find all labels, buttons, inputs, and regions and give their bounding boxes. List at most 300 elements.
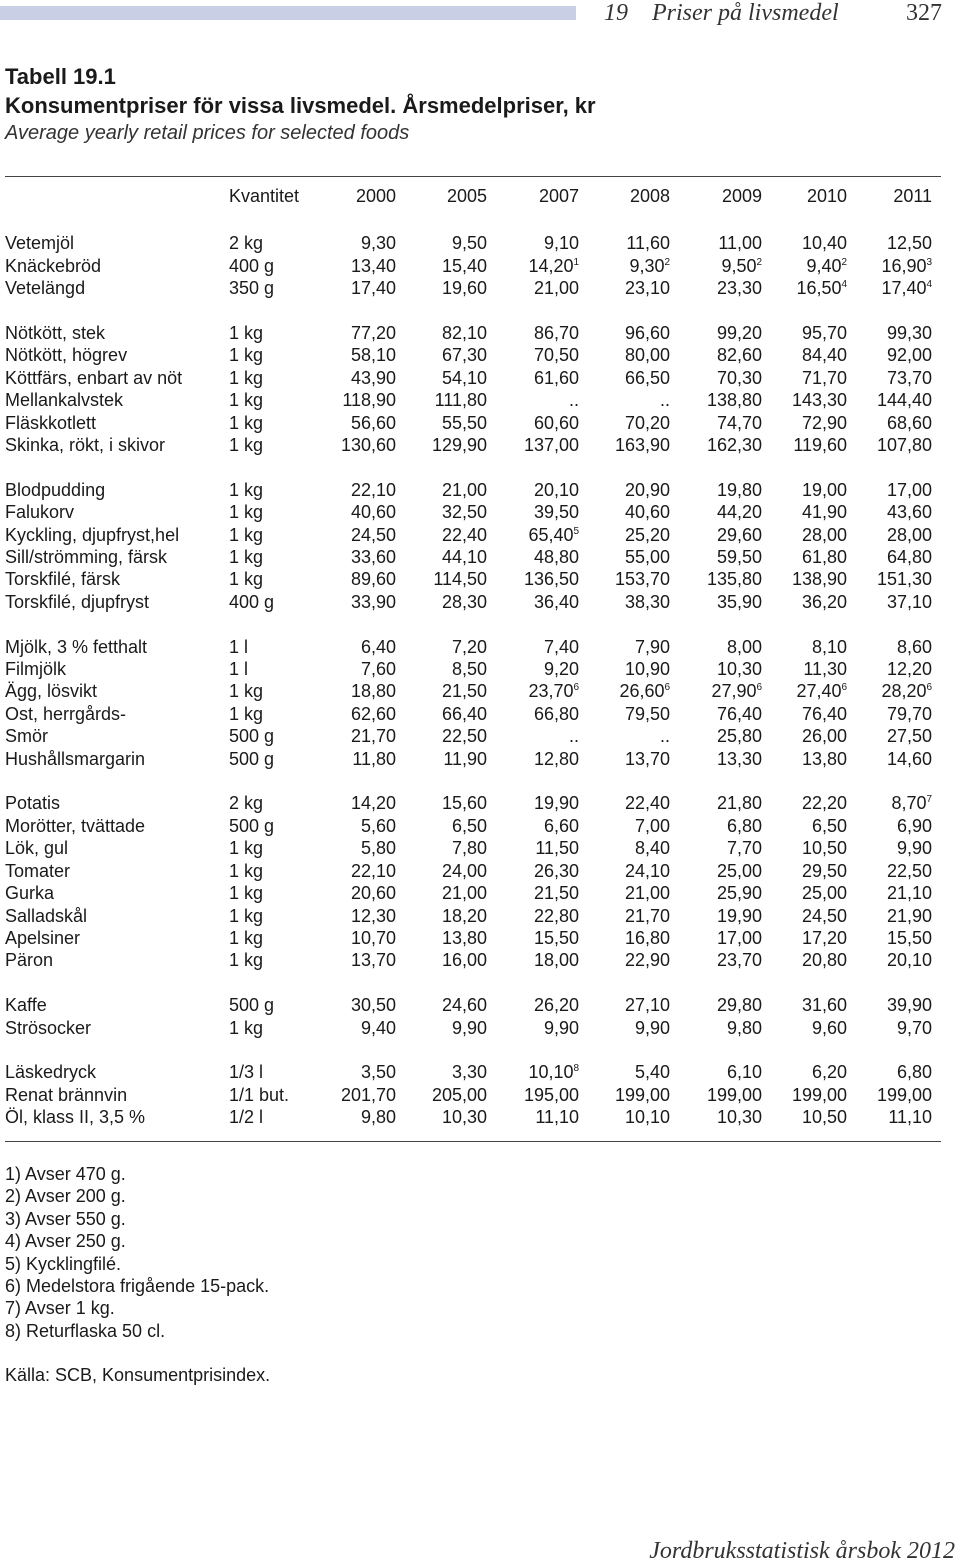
price-cell <box>487 434 579 456</box>
price-value: 12,80 <box>534 748 580 769</box>
item-name-cell: Renat brännvin <box>5 1084 128 1105</box>
price-cell <box>299 255 396 277</box>
item-name-cell: Nötkött, stek <box>5 323 106 343</box>
price-cell <box>579 546 670 568</box>
price-value: 7,40 <box>544 636 580 657</box>
price-cell <box>670 748 762 770</box>
price-value: 21,00 <box>534 278 580 299</box>
price-value: 19,60 <box>442 278 488 299</box>
price-value: 22,90 <box>625 950 671 971</box>
item-name-cell: Lök, gul <box>5 838 69 859</box>
price-value: 18,80 <box>351 681 397 702</box>
price-value: 199,00 <box>706 1084 763 1105</box>
price-cell <box>579 636 670 658</box>
price-cell <box>396 815 487 837</box>
price-cell <box>487 322 579 344</box>
footnote: 7) Avser 1 kg. <box>5 1298 115 1319</box>
price-value: 70,50 <box>534 345 580 366</box>
footnote-marker: 2 <box>756 256 763 268</box>
price-value: 11,10 <box>535 1107 580 1128</box>
price-value: 22,40 <box>442 524 488 545</box>
table-row <box>5 591 932 613</box>
price-value: 6,80 <box>897 1062 933 1083</box>
price-cell <box>762 949 847 971</box>
price-value: 25,80 <box>717 726 763 747</box>
table-row <box>5 501 932 523</box>
price-cell <box>487 748 579 770</box>
price-value: 9,90 <box>635 1017 671 1038</box>
price-value: 66,50 <box>625 367 671 388</box>
price-cell <box>670 1084 762 1106</box>
table-row <box>5 434 932 456</box>
price-value: 153,70 <box>614 569 671 590</box>
price-value: 76,40 <box>802 703 848 724</box>
price-value: 9,90 <box>544 1017 580 1038</box>
price-cell <box>579 860 670 882</box>
price-cell <box>670 1061 762 1083</box>
price-value: 70,20 <box>625 412 671 433</box>
price-value: 26,60 <box>619 681 665 702</box>
price-value: 17,00 <box>887 479 933 500</box>
table-row <box>5 1084 932 1106</box>
price-cell <box>299 636 396 658</box>
price-cell <box>762 1017 847 1039</box>
price-cell <box>396 1017 487 1039</box>
table-row <box>5 860 932 882</box>
price-value: 28,00 <box>887 524 933 545</box>
price-value: 7,90 <box>635 636 671 657</box>
price-cell <box>670 949 762 971</box>
price-cell <box>396 949 487 971</box>
price-cell <box>762 1106 847 1128</box>
price-value: 67,30 <box>442 345 488 366</box>
item-name-cell: Skinka, rökt, i skivor <box>5 435 166 456</box>
price-value: 9,80 <box>361 1107 397 1128</box>
price-cell <box>762 658 847 680</box>
price-value: 27,90 <box>711 681 757 702</box>
price-cell <box>299 860 396 882</box>
price-value: 15,50 <box>887 927 933 948</box>
footnote-marker: 6 <box>926 682 933 694</box>
price-cell <box>670 905 762 927</box>
item-name-cell: Hushållsmargarin <box>5 748 146 769</box>
price-cell <box>299 882 396 904</box>
price-value: 11,00 <box>718 233 763 254</box>
price-cell <box>762 322 847 344</box>
quantity-cell: 1 kg <box>229 860 264 881</box>
quantity-cell: 1 kg <box>229 838 264 859</box>
price-value: .. <box>660 726 671 747</box>
price-cell <box>396 1084 487 1106</box>
price-cell <box>487 389 579 411</box>
price-value: 6,50 <box>812 815 848 836</box>
price-cell <box>487 232 579 254</box>
price-value: 9,20 <box>544 659 580 680</box>
price-value: 9,90 <box>452 1017 488 1038</box>
price-cell <box>299 748 396 770</box>
item-name-cell: Läskedryck <box>5 1062 97 1083</box>
price-value: 5,40 <box>635 1062 671 1083</box>
quantity-cell: 400 g <box>229 255 275 276</box>
price-value: 10,50 <box>802 1107 848 1128</box>
item-name-cell: Fläskkotlett <box>5 412 97 433</box>
price-cell <box>670 725 762 747</box>
price-value: 8,00 <box>727 636 763 657</box>
spacer-cell <box>5 300 932 322</box>
quantity-cell: 1 kg <box>229 547 264 568</box>
price-value: 21,80 <box>717 793 763 814</box>
price-cell <box>670 636 762 658</box>
price-cell <box>762 367 847 389</box>
price-cell <box>847 389 932 411</box>
price-cell <box>762 860 847 882</box>
price-cell <box>396 680 487 702</box>
price-cell <box>487 860 579 882</box>
price-value: 32,50 <box>442 502 488 523</box>
price-value: 9,10 <box>544 233 580 254</box>
price-cell <box>396 322 487 344</box>
price-cell <box>299 1084 396 1106</box>
item-name-cell: Ost, herrgårds- <box>5 703 127 724</box>
price-cell <box>396 882 487 904</box>
price-value: 9,60 <box>812 1017 848 1038</box>
price-value: 14,20 <box>351 793 397 814</box>
price-cell <box>487 882 579 904</box>
item-name-cell: Tomater <box>5 860 71 881</box>
price-cell <box>396 232 487 254</box>
price-value: 95,70 <box>802 323 848 343</box>
price-cell <box>396 546 487 568</box>
price-cell <box>670 860 762 882</box>
price-value: 43,90 <box>351 367 397 388</box>
price-cell <box>762 412 847 434</box>
price-value: 6,80 <box>727 815 763 836</box>
quantity-cell: 2 kg <box>229 233 264 254</box>
price-value: 62,60 <box>351 703 397 724</box>
price-cell <box>396 725 487 747</box>
price-cell <box>579 658 670 680</box>
price-value: 29,50 <box>802 860 848 881</box>
price-cell <box>487 815 579 837</box>
price-cell <box>670 412 762 434</box>
table-row <box>5 568 932 590</box>
price-value: 10,30 <box>442 1107 488 1128</box>
price-value: 9,50 <box>452 233 488 254</box>
price-value: 138,90 <box>791 569 848 590</box>
footnote-marker: 4 <box>926 279 933 291</box>
item-name-cell: Morötter, tvättade <box>5 815 146 836</box>
price-cell <box>670 792 762 814</box>
quantity-cell: 1/3 l <box>229 1062 264 1083</box>
price-value: 22,20 <box>802 793 848 814</box>
item-name-cell: Knäckebröd <box>5 255 102 276</box>
price-value: 6,20 <box>812 1062 848 1083</box>
price-cell <box>487 680 579 702</box>
table-title: Konsumentpriser för vissa livsmedel. Årsmedelpriser, kr <box>5 93 596 118</box>
price-value: 11,80 <box>352 748 397 769</box>
price-cell <box>396 658 487 680</box>
price-cell <box>487 591 579 613</box>
quantity-cell: 1 kg <box>229 905 264 926</box>
quantity-cell: 1 kg <box>229 345 264 366</box>
price-value: 22,80 <box>534 905 580 926</box>
price-cell <box>396 860 487 882</box>
price-value: 82,60 <box>717 345 763 366</box>
price-cell <box>847 277 932 299</box>
price-value: 99,30 <box>887 323 933 343</box>
footnote: 3) Avser 550 g. <box>5 1208 126 1229</box>
price-cell <box>847 994 932 1016</box>
price-value: 130,60 <box>340 435 397 456</box>
price-value: 22,50 <box>887 860 933 881</box>
price-value: 56,60 <box>351 412 397 433</box>
price-cell <box>299 815 396 837</box>
price-cell <box>579 748 670 770</box>
price-cell <box>579 1106 670 1128</box>
price-cell <box>299 277 396 299</box>
price-value: 31,60 <box>802 995 848 1016</box>
table-row <box>5 367 932 389</box>
price-value: 26,20 <box>534 995 580 1016</box>
price-cell <box>670 389 762 411</box>
price-cell <box>487 1061 579 1083</box>
price-value: 21,50 <box>534 883 580 904</box>
column-header-quantity: Kvantitet <box>229 186 300 206</box>
price-value: 14,20 <box>528 255 574 276</box>
price-cell <box>299 703 396 725</box>
footnote-marker: 2 <box>841 256 848 268</box>
price-value: 55,00 <box>625 547 671 568</box>
price-cell <box>299 524 396 546</box>
price-value: 39,90 <box>887 995 933 1016</box>
table-row <box>5 949 932 971</box>
price-cell <box>579 1017 670 1039</box>
price-value: 89,60 <box>351 569 397 590</box>
spacer-cell <box>5 456 932 478</box>
item-name-cell: Smör <box>5 726 49 747</box>
table-row <box>5 524 932 546</box>
footnote: 6) Medelstora frigående 15-pack. <box>5 1275 270 1296</box>
price-value: 12,30 <box>351 905 397 926</box>
price-cell <box>579 412 670 434</box>
price-cell <box>487 568 579 590</box>
price-cell <box>670 658 762 680</box>
price-value: 22,50 <box>442 726 488 747</box>
price-value: 29,80 <box>717 995 763 1016</box>
price-cell <box>762 636 847 658</box>
footnote-marker: 2 <box>664 256 671 268</box>
price-cell <box>847 322 932 344</box>
price-cell <box>670 434 762 456</box>
price-value: 16,50 <box>796 278 842 299</box>
table-body <box>5 210 932 1129</box>
quantity-cell: 1 kg <box>229 502 264 523</box>
price-value: 61,60 <box>534 367 580 388</box>
price-value: 21,00 <box>442 883 488 904</box>
table-row <box>5 1017 932 1039</box>
price-cell <box>579 882 670 904</box>
price-cell <box>299 658 396 680</box>
quantity-cell: 500 g <box>229 726 275 747</box>
price-value: 60,60 <box>534 412 580 433</box>
column-header-year: 2010 <box>807 186 848 206</box>
price-value: 25,00 <box>717 860 763 881</box>
price-value: 8,60 <box>897 636 933 657</box>
quantity-cell: 1 kg <box>229 569 264 590</box>
price-value: 21,10 <box>887 883 933 904</box>
price-value: 23,70 <box>717 950 763 971</box>
price-cell <box>762 725 847 747</box>
price-value: 22,10 <box>351 479 397 500</box>
price-cell <box>762 255 847 277</box>
price-value: 14,60 <box>887 748 933 769</box>
price-cell <box>762 994 847 1016</box>
price-value: 36,40 <box>534 591 580 612</box>
price-cell <box>299 905 396 927</box>
price-cell <box>299 322 396 344</box>
price-cell <box>579 501 670 523</box>
price-value: 25,20 <box>625 524 671 545</box>
price-cell <box>579 367 670 389</box>
price-value: 25,00 <box>802 883 848 904</box>
price-value: 5,60 <box>361 815 397 836</box>
price-value: 80,00 <box>625 345 671 366</box>
price-value: 19,80 <box>717 479 763 500</box>
price-cell <box>762 927 847 949</box>
price-cell <box>847 434 932 456</box>
price-cell <box>670 501 762 523</box>
table-row <box>5 479 932 501</box>
price-value: 11,60 <box>626 233 671 254</box>
item-name-cell: Mellankalvstek <box>5 390 124 411</box>
price-cell <box>579 680 670 702</box>
price-value: 13,40 <box>351 255 397 276</box>
price-value: .. <box>569 390 580 411</box>
price-cell <box>487 479 579 501</box>
price-cell <box>847 680 932 702</box>
spacer-cell <box>5 210 932 232</box>
footnote: 1) Avser 470 g. <box>5 1164 126 1184</box>
price-value: 19,90 <box>717 905 763 926</box>
table-row <box>5 994 932 1016</box>
price-value: 22,40 <box>625 793 671 814</box>
item-name-cell: Salladskål <box>5 905 88 926</box>
header-color-bar <box>0 6 576 20</box>
table-row <box>5 905 932 927</box>
item-name-cell: Kyckling, djupfryst,hel <box>5 524 180 545</box>
table-row <box>5 837 932 859</box>
price-cell <box>847 1061 932 1083</box>
quantity-cell: 500 g <box>229 815 275 836</box>
price-cell <box>762 501 847 523</box>
price-value: 59,50 <box>717 547 763 568</box>
price-cell <box>847 792 932 814</box>
price-cell <box>487 277 579 299</box>
price-cell <box>579 322 670 344</box>
price-cell <box>299 1017 396 1039</box>
price-value: 10,10 <box>625 1107 671 1128</box>
price-value: 27,40 <box>796 681 842 702</box>
price-value: 26,30 <box>534 860 580 881</box>
price-cell <box>579 434 670 456</box>
footnote-marker: 6 <box>573 682 580 694</box>
quantity-cell: 1 kg <box>229 1017 264 1038</box>
column-header-item <box>5 182 229 210</box>
price-cell <box>762 232 847 254</box>
price-value: 33,60 <box>351 547 397 568</box>
price-value: 79,70 <box>887 703 933 724</box>
price-cell <box>670 882 762 904</box>
price-cell <box>487 658 579 680</box>
price-cell <box>762 344 847 366</box>
price-cell <box>579 949 670 971</box>
price-cell <box>487 546 579 568</box>
price-cell <box>396 344 487 366</box>
price-value: 10,40 <box>802 233 848 254</box>
price-cell <box>579 277 670 299</box>
price-cell <box>299 344 396 366</box>
price-value: 9,30 <box>361 233 397 254</box>
spacer-cell <box>5 972 932 994</box>
price-value: 7,60 <box>361 659 397 680</box>
price-cell <box>579 1084 670 1106</box>
price-value: 61,80 <box>802 547 848 568</box>
price-value: 86,70 <box>534 323 580 343</box>
price-value: 19,90 <box>534 793 580 814</box>
footnote-marker: 7 <box>926 794 933 806</box>
price-cell <box>487 255 579 277</box>
price-value: 76,40 <box>717 703 763 724</box>
price-value: 27,10 <box>625 995 671 1016</box>
quantity-cell: 400 g <box>229 591 275 612</box>
price-cell <box>396 501 487 523</box>
price-value: 17,40 <box>881 278 927 299</box>
price-cell <box>762 680 847 702</box>
price-value: 129,90 <box>431 435 488 456</box>
price-value: 20,10 <box>534 479 580 500</box>
price-value: 8,10 <box>812 636 848 657</box>
price-value: 17,40 <box>351 278 397 299</box>
price-value: 66,40 <box>442 703 488 724</box>
price-cell <box>847 546 932 568</box>
price-value: 29,60 <box>717 524 763 545</box>
group-spacer-row <box>5 770 932 792</box>
price-cell <box>299 389 396 411</box>
price-value: 71,70 <box>802 367 848 388</box>
price-value: 114,50 <box>433 569 488 590</box>
price-cell <box>396 524 487 546</box>
table-row <box>5 815 932 837</box>
footnote-marker: 6 <box>664 682 671 694</box>
price-value: 162,30 <box>706 435 763 456</box>
price-cell <box>670 568 762 590</box>
price-cell <box>847 412 932 434</box>
price-cell <box>762 389 847 411</box>
table-row <box>5 344 932 366</box>
price-cell <box>487 1106 579 1128</box>
price-value: 8,70 <box>891 793 927 814</box>
price-value: .. <box>569 726 580 747</box>
item-name-cell: Ägg, lösvikt <box>5 681 98 702</box>
price-cell <box>487 1084 579 1106</box>
price-cell <box>670 837 762 859</box>
table-row <box>5 703 932 725</box>
price-cell <box>396 748 487 770</box>
price-value: 111,80 <box>434 390 488 411</box>
column-header-year: 2008 <box>630 186 671 206</box>
price-value: 68,60 <box>887 412 933 433</box>
price-value: 144,40 <box>876 390 933 411</box>
